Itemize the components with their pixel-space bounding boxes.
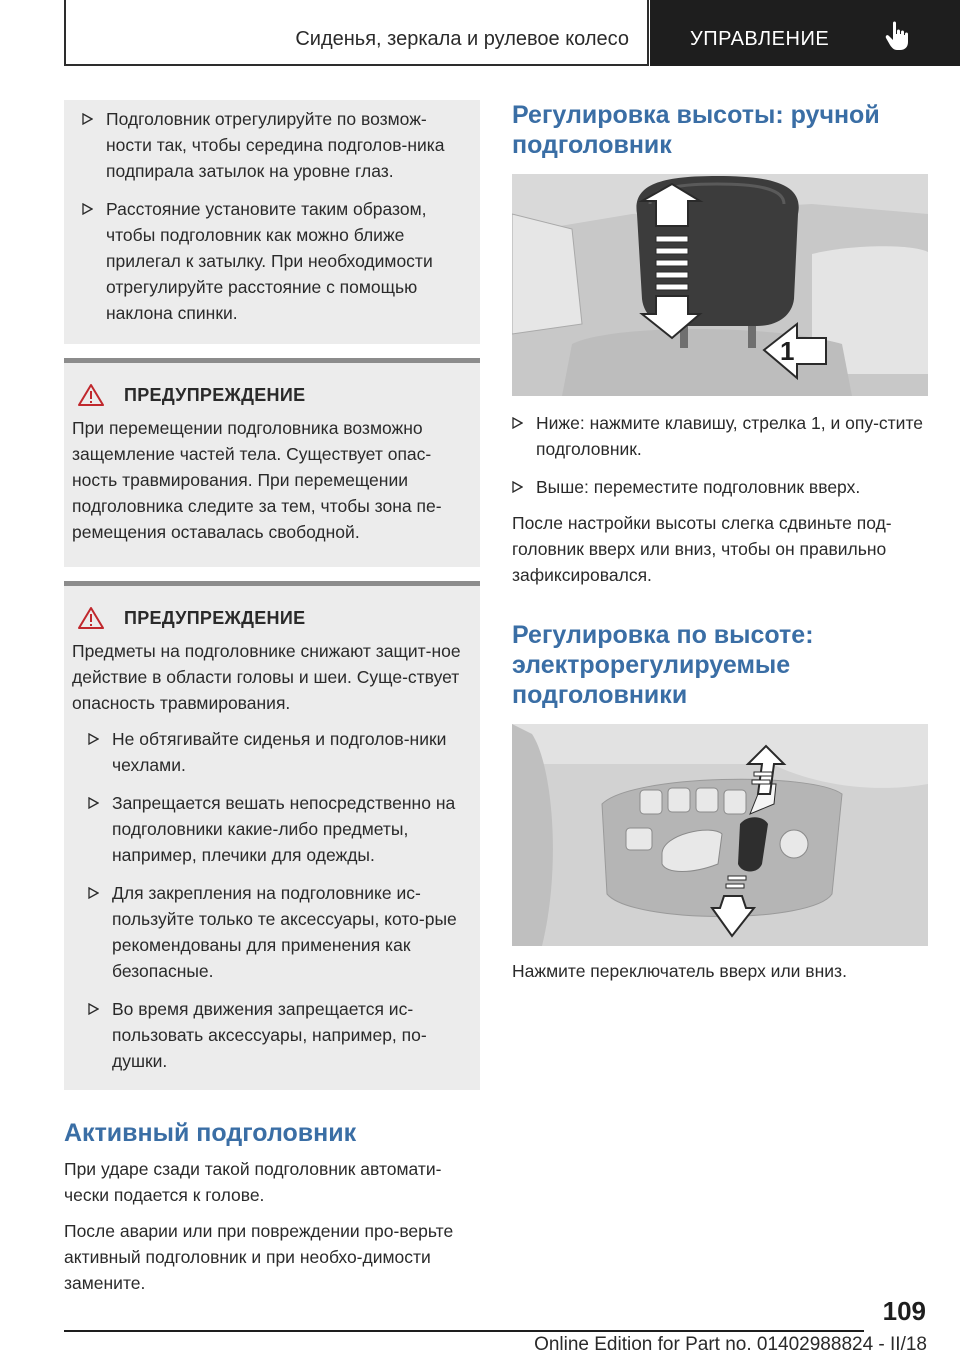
bullet-triangle-icon [88,887,99,899]
left-column [64,100,480,1296]
right-column [512,100,928,984]
paragraph: После настройки высоты слегка сдвиньте под-головник вверх или вниз, чтобы он правильно зафиксировался. [512,513,892,585]
bullet-triangle-icon [82,113,93,125]
section-heading: Регулировка высоты: ручной подголовник [512,101,880,159]
hand-pointer-icon [884,20,912,52]
list-item: Расстояние установите таким образом, чтобы подголовник как можно ближе прилегал к затылку. При необходимости отрегулируйте расстояние с помощью наклона спинки. [82,196,466,326]
seat-switch-illustration [512,724,928,946]
page-number: 109 [882,1296,926,1326]
list-item: Во время движения запрещается ис-пользовать аксессуары, например, по-душки. [88,996,468,1074]
section-title: Сиденья, зеркала и рулевое колесо [295,28,629,50]
warning-title: ПРЕДУПРЕЖДЕНИЕ [124,384,306,405]
list-item: Для закрепления на подголовнике ис-пользуйте только те аксессуары, кото-рые рекомендованы для применения как безопасные. [88,880,468,984]
headrest-illustration [512,174,928,396]
paragraph: Нажмите переключатель вверх или вниз. [512,961,847,981]
footer-edition: Online Edition for Part no. 01402988824 - II/18 [534,1334,927,1355]
warning-text: Предметы на подголовнике снижают защит-ное действие в области головы и шеи. Суще-ствует опасность травмирования. [72,641,461,713]
list-item: Выше: переместите подголовник вверх. [512,474,928,500]
paragraph: При ударе сзади такой подголовник автомати-чески подается к голове. [64,1159,442,1205]
chapter-title-box [650,0,960,66]
warning-box [64,358,480,567]
paragraph: После аварии или при повреждении про-верьте активный подголовник и при необхо-димости замените. [64,1221,454,1293]
section-heading: Регулировка по высоте: электрорегулируемые подголовники [512,621,814,709]
list-item: Подголовник отрегулируйте по возмож-ности так, чтобы середина подголов-ника подпирала затылок на уровне глаз. [82,106,466,184]
list-item: Ниже: нажмите клавишу, стрелка 1, и опу-стите подголовник. [512,410,928,462]
warning-triangle-icon [78,383,104,407]
section-heading: Активный подголовник [64,1119,357,1147]
intro-bullet-box [64,100,480,344]
warning-text: При перемещении подголовника возможно защемление частей тела. Существует опас-ность травмирования. При перемещении подголовника следите за тем, чтобы зона пе-ремещения оставалась свободной. [72,418,442,542]
footer-rule [64,1330,864,1332]
warning-box [64,581,480,1090]
active-headrest-section [64,1118,480,1296]
bullet-triangle-icon [512,481,523,493]
bullet-triangle-icon [88,797,99,809]
warning-triangle-icon [78,606,104,630]
bullet-triangle-icon [82,203,93,215]
section-title-box [64,0,649,66]
manual-bullets [512,410,928,500]
chapter-title: УПРАВЛЕНИЕ [690,28,830,50]
bullet-triangle-icon [88,1003,99,1015]
warning-title: ПРЕДУПРЕЖДЕНИЕ [124,607,306,628]
page-header [64,0,960,66]
manual-headrest-figure [512,174,928,396]
list-item: Не обтягивайте сиденья и подголов-ники чехлами. [88,726,468,778]
list-item: Запрещается вешать непосредственно на подголовники какие-либо предметы, например, плечики для одежды. [88,790,468,868]
bullet-triangle-icon [512,417,523,429]
bullet-triangle-icon [88,733,99,745]
figure-callout-1: 1 [780,336,795,366]
electric-switch-figure [512,724,928,946]
